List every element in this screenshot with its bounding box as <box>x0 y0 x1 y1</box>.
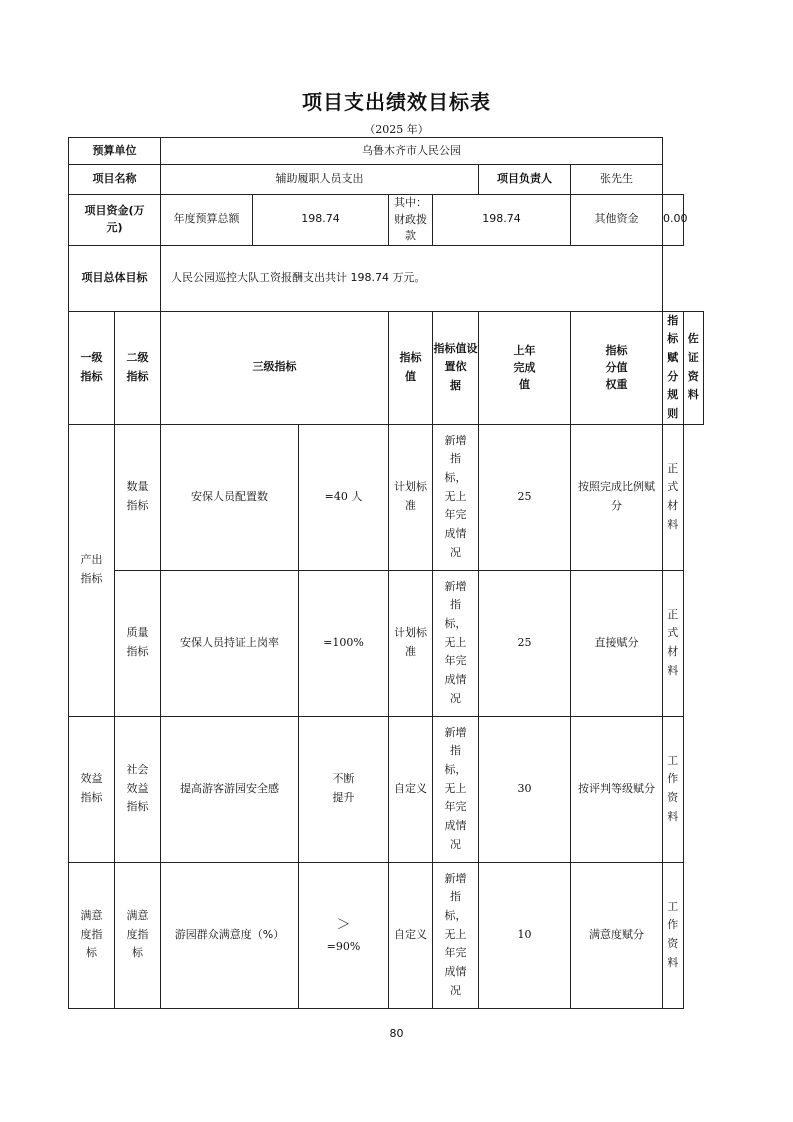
indicator-header-row <box>69 311 704 424</box>
document-year: （2025 年） <box>364 123 429 136</box>
level3-cell: 提高游客游园安全感 <box>161 716 299 862</box>
basis-cell: 自定义 <box>389 716 433 862</box>
overall-goal-label: 项目总体目标 <box>69 245 161 311</box>
last-year-line: 年完 <box>444 508 467 522</box>
target-value-line: =90% <box>326 939 361 953</box>
last-year-line: 无上 <box>444 635 467 649</box>
basis-cell: 计划标准 <box>389 424 433 570</box>
last-year-line: 指 <box>450 452 461 466</box>
weight-cell: 25 <box>479 424 571 570</box>
evidence-cell: 工作资料 <box>663 862 683 1008</box>
indicator-row <box>69 716 704 862</box>
level2-line: 指标 <box>126 645 149 659</box>
header-level1-line-2: 指标 <box>80 369 103 383</box>
page-number: 80 <box>389 1027 404 1040</box>
rule-cell: 按评判等级赋分 <box>571 716 663 862</box>
fiscal-label-line-1: 其中：财政拨 <box>394 196 427 226</box>
last-year-line: 成情 <box>444 673 467 687</box>
last-year-line: 无上 <box>444 927 467 941</box>
header-basis <box>433 311 479 424</box>
level2-cell <box>115 862 161 1008</box>
header-basis-line-1: 指标值设置依 <box>433 341 478 374</box>
level3-cell: 安保人员持证上岗率 <box>161 570 299 716</box>
level2-line: 效益 <box>126 781 149 795</box>
group-benefit-line-2: 指标 <box>80 791 103 805</box>
indicator-row <box>69 862 704 1008</box>
level2-line: 指标 <box>126 499 149 513</box>
header-basis-line-2: 据 <box>450 378 461 392</box>
group-benefit-line-1: 效益 <box>80 772 103 786</box>
last-year-line: 年完 <box>444 654 467 668</box>
last-year-line: 标， <box>444 471 467 485</box>
basis-cell: 计划标准 <box>389 570 433 716</box>
project-funds-label <box>69 195 161 246</box>
last-year-line: 新增 <box>444 871 467 885</box>
other-funds-label: 其他资金 <box>571 195 663 246</box>
level2-cell <box>115 424 161 570</box>
group-satisfaction <box>69 862 115 1008</box>
group-output <box>69 424 115 716</box>
header-weight-line-2: 分值 <box>605 361 628 375</box>
level2-cell <box>115 570 161 716</box>
level2-line: 数量 <box>126 480 149 494</box>
project-name-label: 项目名称 <box>69 165 161 195</box>
last-year-line: 指 <box>450 890 461 904</box>
header-last-year-line-1: 上年 <box>513 343 536 357</box>
last-year-line: 况 <box>450 837 461 851</box>
project-name-row <box>69 165 704 195</box>
target-value-line: 提升 <box>332 791 355 805</box>
last-year-line: 新增 <box>444 725 467 739</box>
annual-budget-label: 年度预算总额 <box>161 195 253 246</box>
budget-unit-value: 乌鲁木齐市人民公园 <box>161 138 663 165</box>
last-year-line: 无上 <box>444 489 467 503</box>
rule-cell: 满意度赋分 <box>571 862 663 1008</box>
header-level2-line-1: 二级 <box>126 350 149 364</box>
fiscal-appropriation-label <box>389 195 433 246</box>
group-satisfaction-line-1: 满意 <box>80 909 103 923</box>
header-level3: 三级指标 <box>161 311 389 424</box>
budget-unit-label: 预算单位 <box>69 138 161 165</box>
level3-cell: 游园群众满意度（%） <box>161 862 299 1008</box>
last-year-line: 成情 <box>444 527 467 541</box>
level2-line: 度指 <box>126 927 149 941</box>
level2-line: 指标 <box>126 800 149 814</box>
last-year-line: 况 <box>450 983 461 997</box>
group-output-line-2: 指标 <box>80 572 103 586</box>
target-value-cell: =100% <box>299 570 389 716</box>
header-last-year <box>479 311 571 424</box>
target-value-cell: =40 人 <box>299 424 389 570</box>
project-funds-label-line-2: 元) <box>106 220 123 234</box>
level3-cell: 安保人员配置数 <box>161 424 299 570</box>
evidence-cell: 正式材料 <box>663 570 683 716</box>
header-rule: 指标赋分规则 <box>663 311 683 424</box>
level2-line: 质量 <box>126 626 149 640</box>
project-funds-label-line-1: 项目资金(万 <box>84 204 145 218</box>
last-year-line: 指 <box>450 598 461 612</box>
last-year-line: 年完 <box>444 946 467 960</box>
last-year-cell <box>433 424 479 570</box>
last-year-line: 标， <box>444 909 467 923</box>
document-title: 项目支出绩效目标表 <box>302 90 491 114</box>
rule-cell: 直接赋分 <box>571 570 663 716</box>
last-year-line: 标， <box>444 617 467 631</box>
project-leader-label: 项目负责人 <box>479 165 571 195</box>
header-weight-line-3: 权重 <box>605 378 628 392</box>
rule-line: 按照完成比例赋 <box>578 480 656 494</box>
header-value-line-1: 指标 <box>399 350 422 364</box>
header-weight <box>571 311 663 424</box>
level2-cell <box>115 716 161 862</box>
other-funds-value: 0.00 <box>663 195 683 246</box>
last-year-line: 年完 <box>444 800 467 814</box>
last-year-line: 成情 <box>444 819 467 833</box>
group-satisfaction-line-3: 标 <box>86 946 97 960</box>
fiscal-label-line-2: 款 <box>405 229 416 242</box>
last-year-cell <box>433 862 479 1008</box>
header-last-year-line-3: 值 <box>519 378 530 392</box>
indicator-row <box>69 570 704 716</box>
level2-line: 满意 <box>126 909 149 923</box>
group-output-line-1: 产出 <box>80 553 103 567</box>
level2-line: 社会 <box>126 763 149 777</box>
group-satisfaction-line-2: 度指 <box>80 927 103 941</box>
rule-line: 分 <box>611 499 623 513</box>
weight-cell: 30 <box>479 716 571 862</box>
fiscal-appropriation-value: 198.74 <box>433 195 571 246</box>
weight-cell: 10 <box>479 862 571 1008</box>
header-level2-line-2: 指标 <box>126 369 149 383</box>
last-year-line: 况 <box>450 691 461 705</box>
header-level1 <box>69 311 115 424</box>
header-evidence: 佐证资料 <box>683 311 703 424</box>
level2-line: 标 <box>132 946 143 960</box>
last-year-line: 新增 <box>444 579 467 593</box>
group-benefit <box>69 716 115 862</box>
basis-cell: 自定义 <box>389 862 433 1008</box>
header-weight-line-1: 指标 <box>605 343 628 357</box>
header-level2 <box>115 311 161 424</box>
last-year-line: 标， <box>444 763 467 777</box>
target-value-cell <box>299 716 389 862</box>
overall-goal-value: 人民公园巡控大队工资报酬支出共计 198.74 万元。 <box>161 245 663 311</box>
last-year-cell <box>433 716 479 862</box>
budget-unit-row <box>69 138 704 165</box>
overall-goal-row <box>69 245 704 311</box>
annual-budget-value: 198.74 <box>253 195 389 246</box>
project-name-value: 辅助履职人员支出 <box>161 165 479 195</box>
indicator-row <box>69 424 704 570</box>
weight-cell: 25 <box>479 570 571 716</box>
last-year-line: 新增 <box>444 433 467 447</box>
last-year-line: 成情 <box>444 965 467 979</box>
last-year-cell <box>433 570 479 716</box>
header-value <box>389 311 433 424</box>
target-value-cell <box>299 862 389 1008</box>
last-year-line: 无上 <box>444 781 467 795</box>
project-funds-row <box>69 195 704 246</box>
project-leader-value: 张先生 <box>571 165 663 195</box>
header-last-year-line-2: 完成 <box>513 361 536 375</box>
target-value-line: ＞ <box>336 916 351 933</box>
target-value-line: 不断 <box>332 772 355 786</box>
last-year-line: 指 <box>450 744 461 758</box>
evidence-cell: 工作资料 <box>663 716 683 862</box>
rule-cell <box>571 424 663 570</box>
header-level1-line-1: 一级 <box>80 350 103 364</box>
header-value-line-2: 值 <box>405 369 416 383</box>
evidence-cell: 正式材料 <box>663 424 683 570</box>
performance-target-table <box>68 137 704 1009</box>
last-year-line: 况 <box>450 545 461 559</box>
